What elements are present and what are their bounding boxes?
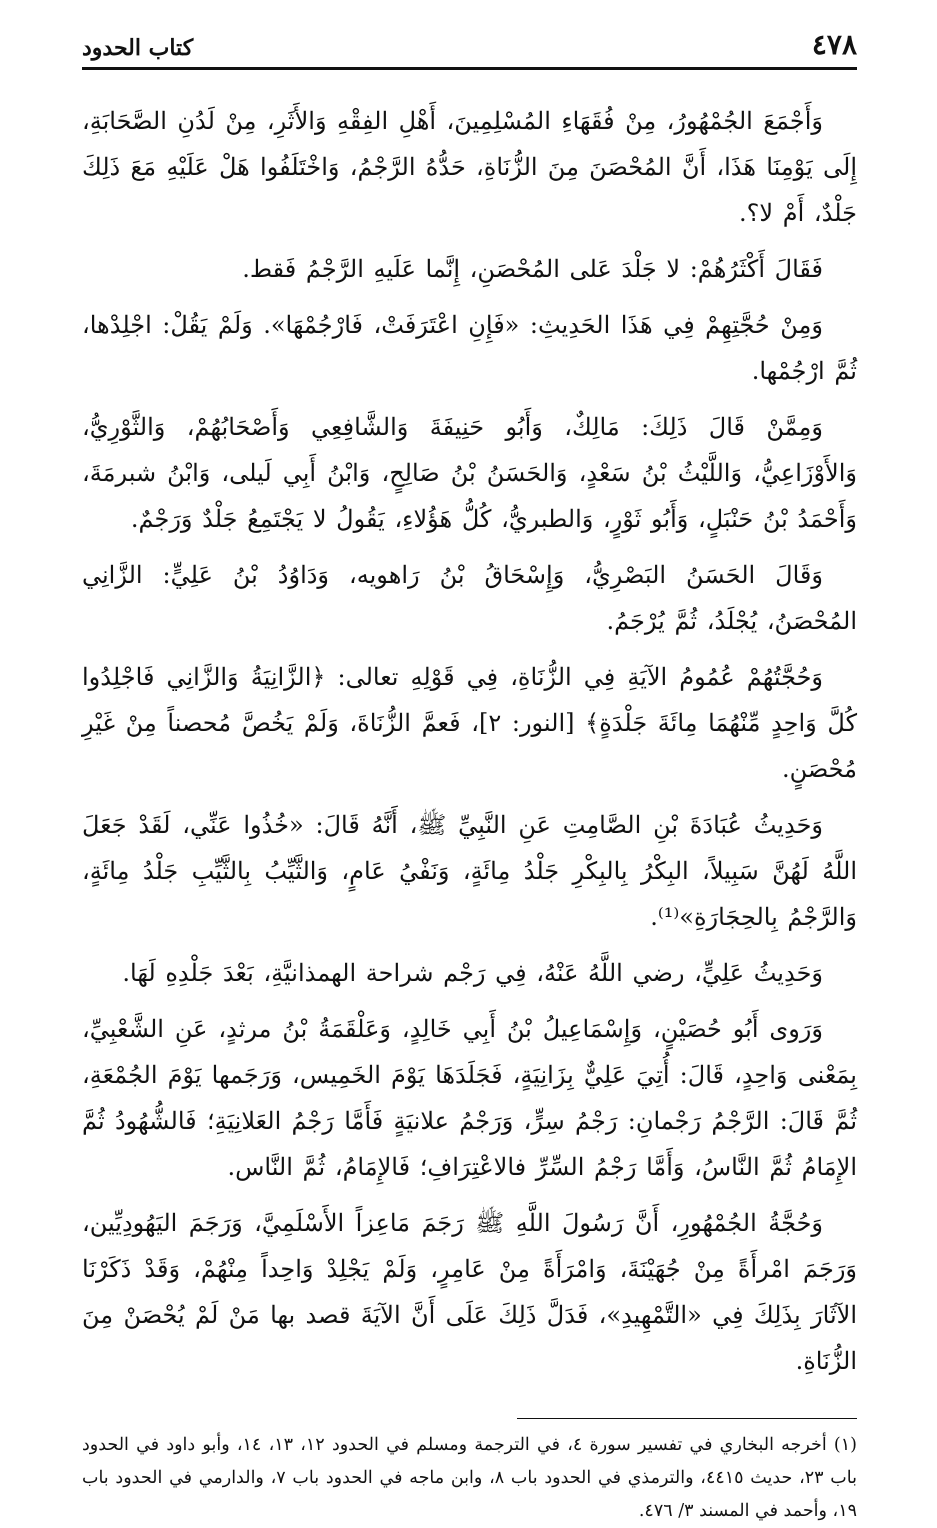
paragraph-5: وَقَالَ الحَسَنُ البَصْرِيُّ، وَإِسْحَاقُ بْنُ رَاهويه، وَدَاوُدُ بْنُ عَلِيٍّ: الزَّانِي المُحْصَنُ، يُجْلَدُ، ثُمَّ يُرْجَمُ.: [82, 561, 857, 635]
footnote-divider: [517, 1418, 857, 1419]
paragraph-6: وَحُجَّتُهُمْ عُمُومُ الآيَةِ فِي الزُّنَاةِ، فِي قَوْلِهِ تعالى: ﴿الزَّانِيَةُ وَالزَّانِي فَاجْلِدُوا كُلَّ وَاحِدٍ مِّنْهُمَا مِائَةَ جَلْدَةٍ﴾ [النور: ٢]، فَعمَّ الزُّنَاةَ، وَلَمْ يَخُصَّ مُحصناً مِنْ غَيْرِ مُحْصَنٍ.: [82, 663, 857, 783]
paragraph-8: وَحَدِيثُ عَلِيٍّ، رضي اللَّهُ عَنْهُ، فِي رَجْم شراحة الهمذانيَّةِ، بَعْدَ جَلْدِهِ لَهَا.: [122, 959, 823, 987]
paragraph-4: وَمِمَّنْ قَالَ ذَلِكَ: مَالِكٌ، وَأَبُو حَنِيفَةَ وَالشَّافِعِي وَأَصْحَابُهُمْ، وَالثَّوْرِيُّ، وَالأَوْزَاعِيُّ، وَاللَّيْثُ بْنُ سَعْدٍ، وَالحَسَنُ بْنُ صَالِحٍ، وَابْنُ أَبِي لَيلى، وَابْنُ شبرمَةَ، وَأَحْمَدُ بْنُ حَنْبَلٍ، وَأَبُو ثَوْرٍ، وَالطبريُّ، كُلُّ هَؤُلاءِ، يَقُولُ لا يَجْتَمِعُ جَلْدٌ وَرَجْمٌ.: [82, 413, 857, 533]
paragraph-3: وَمِنْ حُجَّتِهِمْ فِي هَذَا الحَدِيثِ: «فَإِنِ اعْتَرَفَتْ، فَارْجُمْهَا». وَلَمْ يَقُلْ: اجْلِدْها، ثُمَّ ارْجُمْها.: [82, 311, 857, 385]
running-title: كتاب الحدود: [82, 35, 194, 61]
paragraph-2: فَقَالَ أَكْثَرُهُمْ: لا جَلْدَ عَلى المُحْصَنِ، إِنَّما عَلَيهِ الرَّجْمُ فَقط.: [242, 255, 823, 283]
paragraph-10: وَحُجَّةُ الجُمْهُورِ، أَنَّ رَسُولَ اللَّهِ ﷺ رَجَمَ مَاعِزاً الأَسْلَمِيَّ، وَرَجَمَ اليَهُودِيِّين، وَرَجَمَ امْرأَةً مِنْ جُهَيْنَةَ، وَامْرَأَةً مِنْ عَامِرٍ، وَلَمْ يَجْلِدْ وَاحِداً مِنْهُمْ، وَقَدْ ذَكَرْنَا الآثَارَ بِذَلِكَ فِي «التَّمْهِيدِ»، فَدَلَّ ذَلِكَ عَلَى أَنَّ الآيَةَ قصد بها مَنْ لَمْ يُحْصَنْ مِنَ الزُّنَاةِ.: [82, 1209, 857, 1375]
page-number: ٤٧٨: [811, 28, 857, 61]
main-text: [82, 98, 857, 1384]
paragraph-9: وَرَوى أَبُو حُصَيْنٍ، وَإِسْمَاعِيلُ بْنُ أَبِي خَالِدٍ، وَعَلْقَمَةُ بْنُ مرثدٍ، عَنِ الشَّعْبِيِّ، بِمَعْنى وَاحِدٍ، قَالَ: أُتِيَ عَلِيٌّ بِزَانِيَةٍ، فَجَلَدَهَا يَوْمَ الخَمِيس، وَرَجَمها يَوْمَ الجُمْعَةِ، ثُمَّ قَالَ: الرَّجْمُ رَجْمانِ: رَجْمُ سِرٍّ، وَرَجْمُ علانيَةٍ فَأَمَّا رَجْمُ العَلانِيَةِ؛ فَالشُّهُودُ ثُمَّ الإِمَامُ ثُمَّ النَّاسُ، وَأَمَّا رَجْمُ السِّرِّ فالاعْتِرَافِ؛ فَالإِمَامُ، ثُمَّ النَّاس.: [82, 1015, 857, 1181]
footnote-1: (١) أخرجه البخاري في تفسير سورة ٤، في الترجمة ومسلم في الحدود ١٢، ١٣، ١٤، وأبو داود في الحدود باب ٢٣، حديث ٤٤١٥، والترمذي في الحدود باب ٨، وابن ماجه في الحدود باب ٧، والدارمي في الحدود باب ١٩، وأحمد في المسند ٣/ ٤٧٦.: [82, 1435, 857, 1521]
page-header: [82, 28, 857, 70]
paragraph-1: وَأَجْمَعَ الجُمْهُورُ، مِنْ فُقَهَاءِ المُسْلِمِينَ، أَهْلِ الفِقْهِ وَالأَثَرِ، مِنْ لَدُنِ الصَّحَابَةِ، إِلَى يَوْمِنَا هَذَا، أَنَّ المُحْصَنَ مِنَ الزُّنَاةِ، حَدُّهُ الرَّجْمُ، وَاخْتَلَفُوا هَلْ عَلَيْهِ مَعَ ذَلِكَ جَلْدٌ، أَمْ لا؟.: [82, 107, 857, 227]
paragraph-7: وَحَدِيثُ عُبَادَةَ بْنِ الصَّامِتِ عَنِ النَّبِيِّ ﷺ، أَنَّهُ قَالَ: «خُذُوا عَنِّي، لَقَدْ جَعَلَ اللَّهُ لَهُنَّ سَبِيلاً، البِكْرُ بِالبِكْرِ جَلْدُ مِائَةٍ، وَنَفْيُ عَامٍ، وَالثَّيِّبُ بِالثَّيِّبِ جَلْدُ مِائَةٍ، وَالرَّجْمُ بِالحِجَارَةِ»⁽¹⁾.: [82, 811, 857, 931]
